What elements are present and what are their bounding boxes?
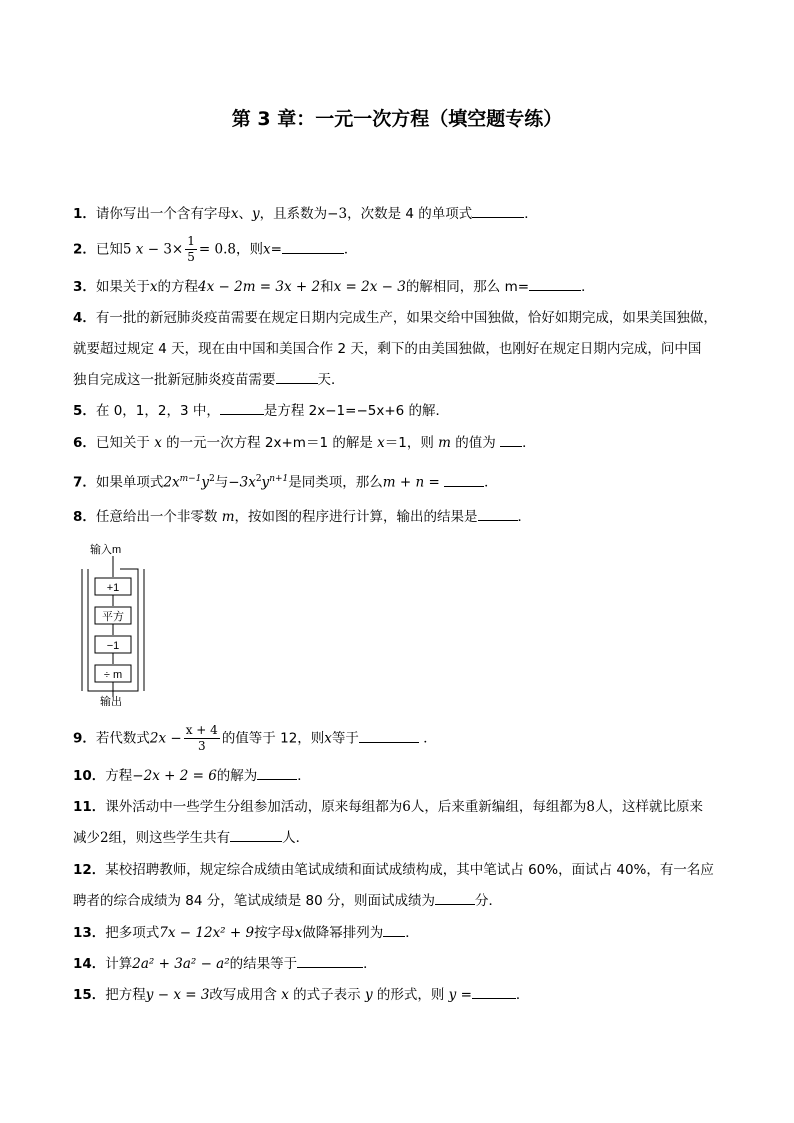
question-text: ＝1，则: [384, 435, 434, 451]
math-expression: −3x: [228, 474, 256, 491]
question-number: 5．: [73, 403, 96, 419]
question-2: [73, 234, 733, 266]
flowchart-step-label: ÷ m: [103, 669, 123, 681]
question-10: [73, 761, 733, 792]
flowchart-step-label: +1: [106, 582, 120, 594]
question-text: 课外活动中一些学生分组参加活动，原来每组都为: [105, 799, 403, 815]
answer-blank[interactable]: [435, 890, 475, 905]
question-number: 12．: [73, 862, 106, 878]
question-text: 天．: [317, 372, 345, 388]
question-text: ．: [405, 925, 419, 941]
question-text: 就要超过规定 4 天，现在由中国和美国合作 2 天，剩下的由美国独做，也刚好在规定日期内完成，问中国: [73, 341, 702, 357]
question-text: 计算: [105, 956, 133, 972]
math-expression: −3: [327, 206, 348, 222]
question-15: [73, 980, 733, 1011]
answer-blank[interactable]: [472, 203, 524, 218]
answer-blank[interactable]: [478, 506, 518, 521]
fraction-numerator: 1: [187, 234, 195, 248]
question-text: 把方程: [105, 987, 146, 1003]
question-text: ．: [363, 956, 377, 972]
variable: x: [377, 435, 385, 451]
question-7: [73, 464, 733, 499]
exponent: n+1: [269, 474, 289, 484]
question-text: 减少: [73, 830, 100, 846]
question-8: [73, 502, 733, 533]
equation: x = 2x − 3: [333, 279, 406, 295]
question-9: [73, 723, 733, 755]
fraction: [185, 234, 197, 265]
question-text: 组，则这些学生共有: [108, 830, 231, 846]
question-number: 8．: [73, 509, 96, 525]
question-number: 14．: [73, 956, 106, 972]
flowchart-step-label: −1: [106, 640, 120, 652]
fraction-numerator: x + 4: [185, 723, 218, 737]
question-12: [73, 855, 733, 917]
question-text: 任意给出一个非零数: [95, 509, 218, 525]
question-text: 的结果等于: [229, 956, 298, 972]
question-text: 如果关于: [95, 279, 150, 295]
question-text: 方程: [105, 768, 133, 784]
question-text: 的形式，则: [376, 987, 445, 1003]
math-expression: 2x: [163, 474, 180, 491]
answer-blank[interactable]: [230, 827, 282, 842]
question-text: 改写成用含: [209, 987, 277, 1003]
question-number: 10．: [73, 768, 106, 784]
question-number: 6．: [73, 435, 96, 451]
question-text: ．: [524, 206, 538, 222]
question-text: =: [460, 987, 472, 1003]
exponent: m−1: [179, 474, 202, 484]
question-text: ，则: [235, 241, 263, 258]
answer-blank[interactable]: [220, 400, 264, 415]
math-expression: 2a² + 3a² − a²: [132, 956, 230, 972]
question-text: ，且系数为: [259, 206, 328, 222]
question-text: 若代数式: [95, 730, 150, 747]
question-text: 是同类项，那么: [288, 474, 383, 491]
question-text: 聘者的综合成绩为 84 分，笔试成绩是 80 分，则面试成绩为: [73, 893, 436, 909]
flowchart-step-label: 平方: [102, 611, 124, 623]
question-text: ．: [484, 474, 498, 491]
question-text: 和: [320, 279, 334, 295]
question-text: 已知关于: [95, 435, 150, 451]
question-text: 独自完成这一批新冠肺炎疫苗需要: [73, 372, 276, 388]
question-text: ．: [515, 987, 530, 1003]
question-number: 7．: [73, 474, 96, 491]
question-text: 人，这样就比原来: [594, 799, 703, 815]
answer-blank[interactable]: [276, 369, 318, 384]
variable: x: [135, 241, 144, 258]
fraction-denominator: 3: [197, 739, 206, 753]
question-text: 请你写出一个含有字母: [95, 206, 231, 222]
variable: m: [221, 509, 235, 525]
variable: x: [154, 435, 162, 451]
math-expression: y: [261, 474, 270, 491]
question-text: 把多项式: [105, 925, 160, 941]
math-expression: − 3×: [147, 241, 184, 258]
answer-blank[interactable]: [257, 765, 297, 780]
question-6: [73, 428, 733, 459]
equation: y − x = 3: [145, 987, 210, 1003]
variable: y: [364, 987, 373, 1003]
variable: y: [448, 987, 457, 1003]
question-text: ．: [423, 730, 437, 747]
answer-blank[interactable]: [297, 953, 363, 968]
question-number: 1．: [73, 206, 96, 222]
variable: x: [230, 206, 239, 222]
question-text: 分．: [475, 893, 503, 909]
variable: x: [281, 987, 289, 1003]
question-text: 某校招聘教师，规定综合成绩由笔试成绩和面试成绩构成，其中笔试占 60%，面试占 40%，有一名应: [105, 862, 714, 878]
answer-blank[interactable]: [359, 728, 419, 743]
question-text: 按字母: [254, 925, 295, 941]
question-3: [73, 272, 733, 303]
math-expression: m + n =: [382, 474, 440, 491]
question-text: 是方程 2x−1=−5x+6 的解．: [263, 403, 450, 419]
question-text: 的一元一次方程 2x+m＝1 的解是: [166, 435, 373, 451]
question-text: 的式子表示: [293, 987, 361, 1003]
math-expression: 2x −: [149, 730, 182, 747]
question-text: 等于: [331, 730, 359, 747]
answer-blank[interactable]: [282, 239, 344, 254]
number: 2: [100, 830, 109, 846]
question-4: [73, 303, 733, 396]
math-expression: = 0.8: [198, 241, 236, 258]
exponent: 2: [209, 474, 215, 484]
flowchart-output-label: 输出: [100, 696, 122, 706]
flowchart-diagram: [78, 541, 148, 706]
question-14: [73, 949, 733, 980]
number: 6: [402, 799, 411, 815]
exponent: 2: [255, 474, 262, 484]
question-number: 15．: [73, 987, 106, 1003]
question-number: 9．: [73, 730, 96, 747]
question-number: 11．: [73, 799, 106, 815]
math-expression: 5: [122, 241, 132, 258]
question-text: ．: [581, 279, 595, 295]
fraction: [184, 723, 220, 754]
answer-blank[interactable]: [444, 472, 484, 487]
question-text: 有一批的新冠肺炎疫苗需要在规定日期内完成生产，如果交给中国独做，恰好如期完成，如果美国独做，: [95, 310, 717, 326]
math-expression: 7x − 12x² + 9: [159, 925, 255, 941]
question-number: 3．: [73, 279, 96, 295]
question-text: 人．: [282, 830, 310, 846]
answer-blank[interactable]: [529, 276, 581, 291]
question-text: 如果单项式: [95, 474, 164, 491]
question-text: 与: [214, 474, 229, 491]
question-13: [73, 918, 733, 949]
question-1: [73, 199, 733, 230]
number: 8: [586, 799, 595, 815]
variable: x: [324, 730, 332, 747]
question-5: [73, 396, 733, 427]
question-number: 4．: [73, 310, 96, 326]
math-expression: y: [201, 474, 210, 491]
flowchart-input-label: 输入m: [90, 544, 122, 556]
question-text: 已知: [95, 241, 123, 258]
question-text: 的解为: [216, 768, 258, 784]
variable: x: [294, 925, 303, 941]
question-text: 做降幂排列为: [302, 925, 384, 941]
variable: m: [438, 435, 451, 451]
question-11: [73, 792, 733, 854]
page-title: 第 3 章：一元一次方程（填空题专练）: [231, 108, 563, 130]
fraction-denominator: 5: [187, 250, 195, 264]
question-text: 人，后来重新编组，每组都为: [410, 799, 587, 815]
answer-blank[interactable]: [383, 922, 405, 937]
question-text: 的值为: [455, 435, 496, 451]
question-text: ．: [343, 241, 358, 258]
variable: x: [149, 279, 158, 295]
equation: 4x − 2m = 3x + 2: [198, 279, 321, 295]
equation: −2x + 2 = 6: [132, 768, 217, 784]
question-text: 的方程: [157, 279, 199, 295]
answer-blank[interactable]: [472, 984, 516, 999]
question-text: ．: [297, 768, 311, 784]
question-text: ，按如图的程序进行计算，输出的结果是: [234, 509, 478, 525]
question-text: 的解相同，那么 m=: [405, 279, 530, 295]
variable: y: [252, 206, 260, 222]
question-text: ，次数是 4 的单项式: [347, 206, 473, 222]
question-text: ．: [522, 435, 536, 451]
question-text: 、: [238, 206, 253, 222]
question-number: 13．: [73, 925, 106, 941]
variable: x: [262, 241, 271, 258]
answer-blank[interactable]: [500, 432, 522, 447]
question-text: ．: [517, 509, 532, 525]
question-text: 在 0，1，2，3 中，: [95, 403, 220, 419]
question-number: 2．: [73, 241, 96, 258]
question-text: =: [270, 241, 282, 258]
question-text: 的值等于 12，则: [221, 730, 325, 747]
